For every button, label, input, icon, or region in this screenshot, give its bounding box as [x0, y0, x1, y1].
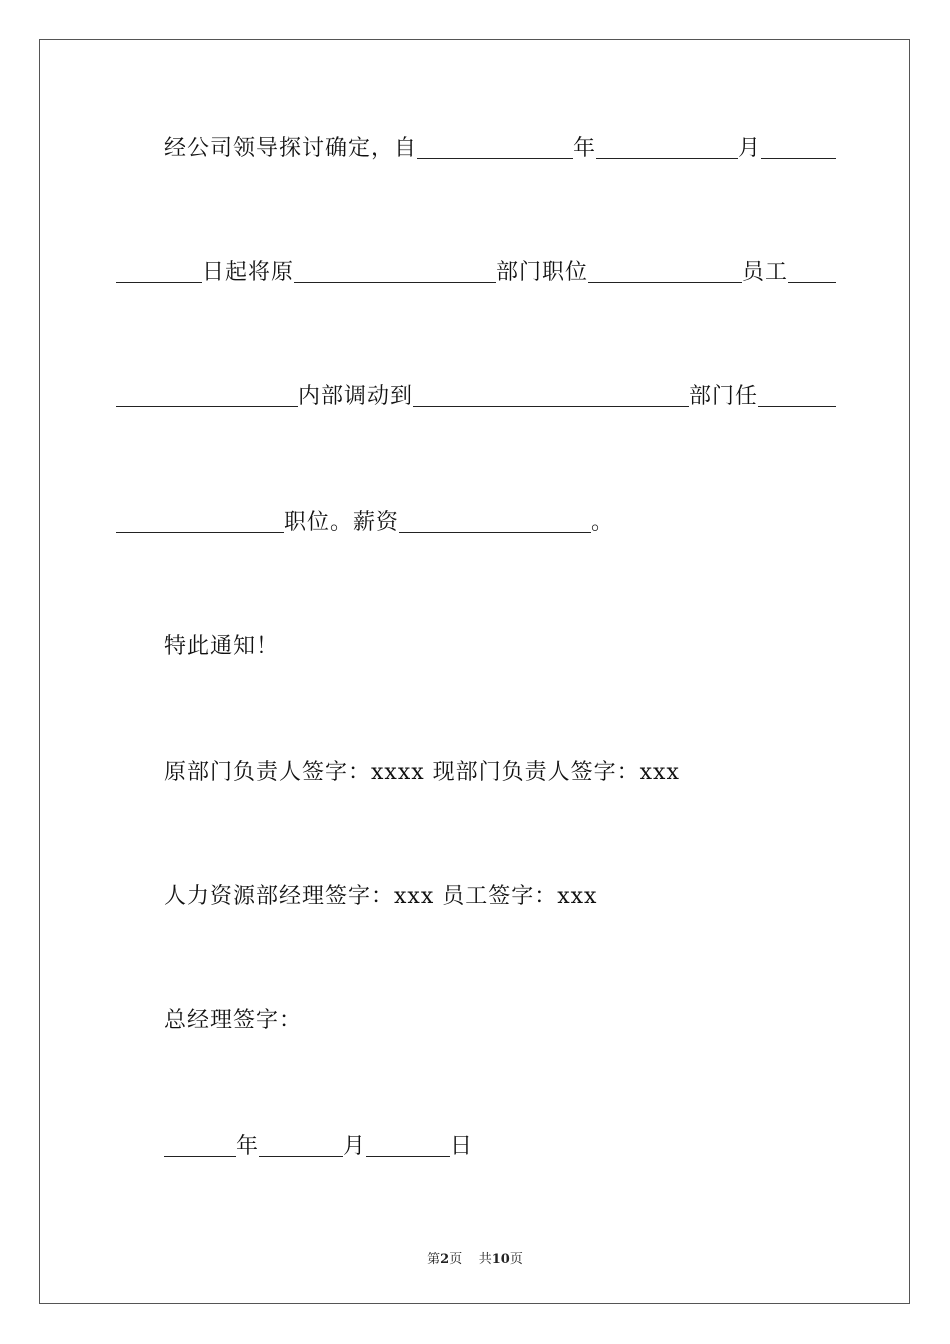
- line3-text-a: 内部调动到: [298, 384, 414, 409]
- signature-line-3: [164, 1004, 884, 1034]
- paragraph-line-1: [164, 132, 836, 162]
- position-blank: [588, 280, 742, 283]
- paragraph-line-2: [116, 256, 836, 286]
- notice-line: [164, 630, 884, 660]
- line2-text-a: 日起将原: [202, 260, 295, 285]
- department-heads-signature: 原部门负责人签字：xxxx 现部门负责人签字：xxx: [164, 760, 680, 785]
- line3-text-b: 部门任: [689, 384, 759, 409]
- day-blank-end: [116, 280, 202, 283]
- date-line: [164, 1130, 884, 1160]
- line4-text-a: 职位。薪资: [284, 510, 400, 535]
- signature-line-1: [164, 756, 884, 786]
- footer-page-suffix: 页: [449, 1252, 463, 1267]
- day-blank-start: [761, 156, 836, 159]
- line2-text-b: 部门职位: [496, 260, 589, 285]
- footer-total-prefix: 共: [478, 1252, 492, 1267]
- date-day-blank: [366, 1154, 450, 1157]
- footer-total-number: 10: [491, 1252, 510, 1267]
- page-border: [39, 39, 910, 1304]
- year-blank: [417, 156, 573, 159]
- salary-blank: [399, 530, 591, 533]
- employee-blank-start: [788, 280, 836, 283]
- original-department-blank: [294, 280, 496, 283]
- employee-blank-end: [116, 404, 298, 407]
- general-manager-signature: 总经理签字：: [164, 1008, 303, 1033]
- line1-text-b: 年: [573, 136, 597, 161]
- date-year-blank: [164, 1154, 236, 1157]
- page-footer: [0, 1248, 950, 1267]
- date-day-label: 日: [450, 1134, 474, 1159]
- line2-text-c: 员工: [742, 260, 789, 285]
- date-month-blank: [259, 1154, 343, 1157]
- new-department-blank: [413, 404, 689, 407]
- footer-page-prefix: 第: [427, 1252, 441, 1267]
- line4-text-b: 。: [591, 510, 615, 535]
- paragraph-line-4: [116, 506, 836, 536]
- paragraph-line-3: [116, 380, 836, 410]
- date-month-label: 月: [343, 1134, 367, 1159]
- date-year-label: 年: [236, 1134, 260, 1159]
- month-blank: [596, 156, 738, 159]
- new-position-blank-end: [116, 530, 284, 533]
- signature-line-2: [164, 880, 884, 910]
- footer-page-number: 2: [440, 1252, 450, 1267]
- footer-total-suffix: 页: [509, 1252, 523, 1267]
- hr-employee-signature: 人力资源部经理签字：xxx 员工签字：xxx: [164, 884, 598, 909]
- notice-text: 特此通知！: [164, 634, 280, 659]
- new-position-blank-start: [758, 404, 836, 407]
- line1-text-c: 月: [738, 136, 762, 161]
- line1-text-a: 经公司领导探讨确定，自: [164, 136, 418, 161]
